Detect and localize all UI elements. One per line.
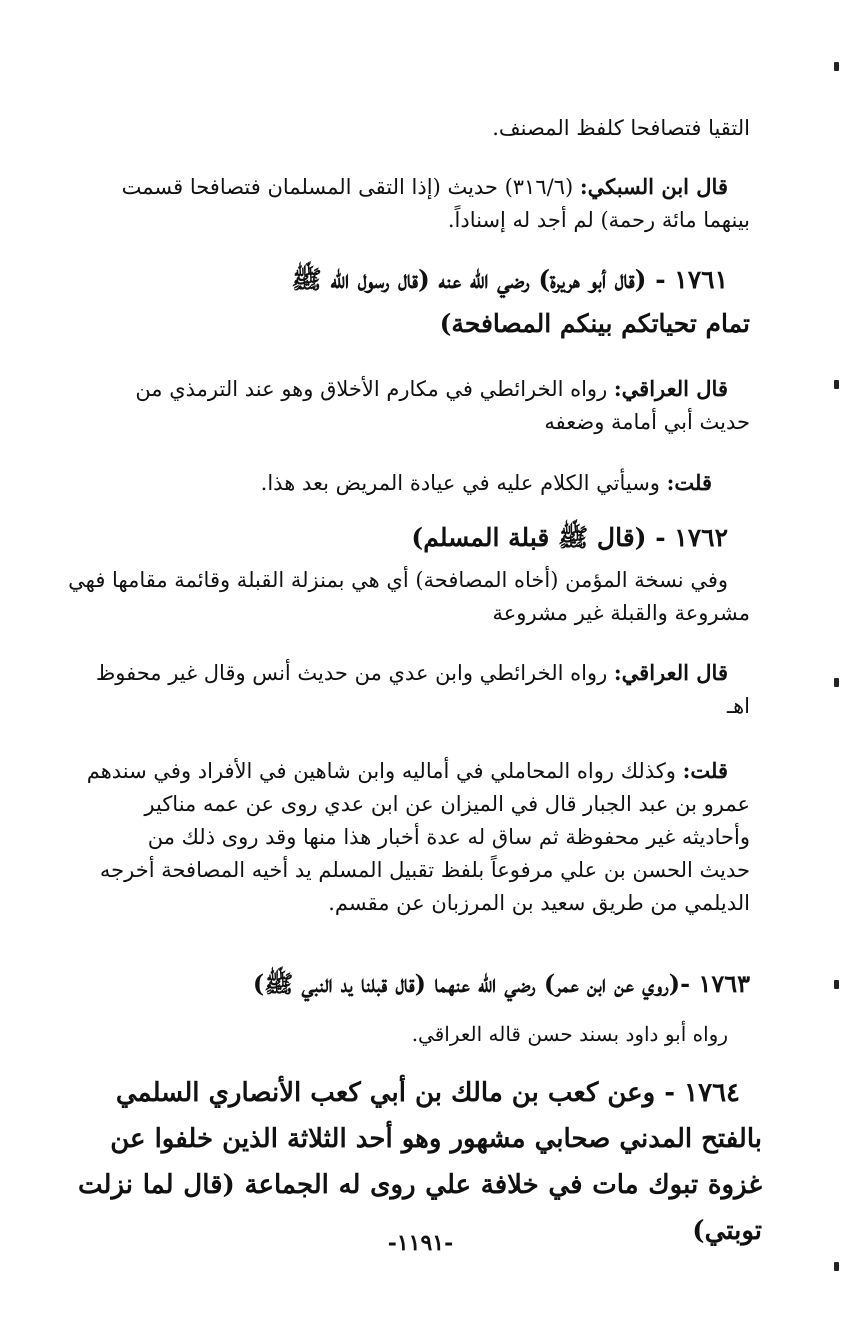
paragraph-11 [60,1018,750,1050]
text-line: الديلمي من طريق سعيد بن المرزبان عن مقسم. [328,891,750,915]
text-span: (٣١٦/٦) حديث (إذا التقى المسلمان فتصافحا قسمت [121,175,580,199]
paragraph-8 [60,656,750,723]
text-line: غزوة تبوك مات في خلافة علي روى له الجماعة (قال لما نزلت توبتي) [78,1170,762,1246]
text-span: (قال أبو هريرة) رضي الله عنه (قال رسول الله ﷺ [291,265,656,294]
text-line [60,170,750,204]
paragraph-4 [60,372,750,439]
lead-label: قلت: [666,470,712,495]
text-line: تمام تحياتكم بينكم المصافحة) [439,309,750,338]
text-span: (قال ﷺ قبلة المسلم) [411,523,656,552]
hadith-number: ١٧٦٢ - [655,523,728,552]
edge-mark [834,62,839,71]
page-number: -١١٩١- [387,1230,454,1256]
hadith-heading-1763 [60,962,750,1006]
text-line: وأحاديثه غير محفوظة ثم ساق له عدة أخبار هذا منها وقد روى ذلك من [147,825,750,849]
text-line [60,656,750,690]
hadith-number: ١٧٦١ - [655,265,728,294]
hadith-heading-1761 [60,258,750,346]
paragraph-9 [60,754,750,920]
text-line [60,258,750,302]
hadith-number: ١٧٦٤ - [664,1078,740,1108]
text-span: (روي عن ابن عمر) رضي الله عنهما (قال قبلنا يد النبي ﷺ) [252,969,681,998]
lead-label: قال ابن السبكي: [579,174,728,199]
text-line [60,962,750,1006]
text-line: حديث أبي أمامة وضعفه [544,410,750,434]
lead-label: قلت: [682,758,728,783]
hadith-number: ١٧٦٣ - [680,969,750,998]
text-line: بالفتح المدني صحابي مشهور وهو أحد الثلاثة الذين خلفوا عن [110,1124,762,1154]
lead-label: قال العراقي: [613,660,728,685]
text-line [60,466,750,500]
edge-mark [834,1262,839,1271]
hadith-heading-1762 [60,516,750,560]
text-line [60,516,750,560]
text-line: التقيا فتصافحا كلفظ المصنف. [492,116,750,140]
text-line: وفي نسخة المؤمن (أخاه المصافحة) أي هي بمنزلة القبلة وقائمة مقامها فهي [68,568,728,592]
text-span: رواه الخرائطي في مكارم الأخلاق وهو عند الترمذي من [135,377,614,401]
text-span: وعن كعب بن مالك بن أبي كعب الأنصاري السلمي [115,1078,665,1108]
text-line [60,372,750,406]
text-span: وكذلك رواه المحاملي في أماليه وابن شاهين في الأفراد وفي سندهم [86,759,683,783]
text-line [60,754,750,788]
text-span: رواه الخرائطي وابن عدي من حديث أنس وقال غير محفوظ [95,661,614,685]
text-span: وسيأتي الكلام عليه في عيادة المريض بعد هذا. [260,471,667,495]
text-line: عمرو بن عبد الجبار قال في الميزان عن ابن عدي روى عن عمه مناكير [144,792,750,816]
text-line: رواه أبو داود بسند حسن قاله العراقي. [411,1022,728,1046]
paragraph-5 [60,466,750,500]
text-line: بينهما مائة رحمة) لم أجد له إسناداً. [447,208,750,232]
text-line: مشروعة والقبلة غير مشروعة [492,601,750,625]
edge-mark [834,380,839,389]
paragraph-7 [60,564,750,630]
lead-label: قال العراقي: [613,376,728,401]
hadith-heading-1764 [78,1070,762,1254]
edge-mark [834,980,839,989]
text-line: اهـ [726,694,750,718]
text-line: حديث الحسن بن علي مرفوعاً بلفظ تقبيل المسلم يد أخيه المصافحة أخرجه [99,858,750,882]
paragraph-1 [60,112,750,145]
paragraph-2 [60,170,750,237]
edge-mark [834,678,839,687]
text-line [78,1070,762,1116]
